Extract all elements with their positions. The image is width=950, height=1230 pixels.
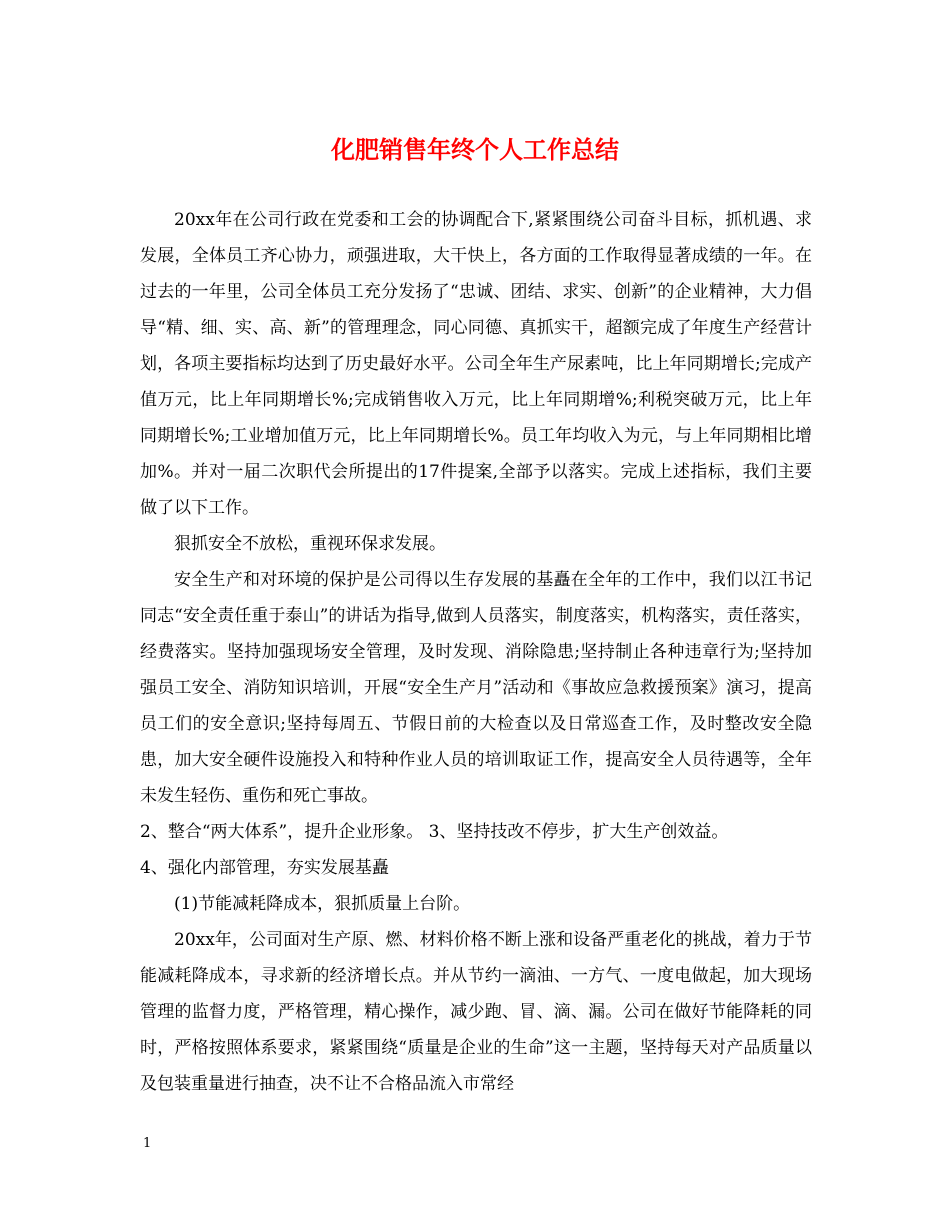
page-number: 1 <box>143 1136 152 1151</box>
paragraph-subheading-energy: (1)节能减耗降成本，狠抓质量上台阶。 <box>174 894 471 914</box>
paragraph-items-2-3: 2、整合“两大体系”，提升企业形象。 3、坚持技改不停步，扩大生产创效益。 <box>140 822 729 842</box>
paragraph-heading-safety: 狠抓安全不放松，重视环保求发展。 <box>174 534 446 554</box>
paragraph-safety: 安全生产和对环境的保护是公司得以生存发展的基矗在全年的工作中，我们以江书记同志“安全责任重于泰山”的讲话为指导,做到人员落实，制度落实，机构落实，责任落实，经费落实。坚持加强现场安全管理，及时发现、消除隐患;坚持制止各种违章行为;坚持加强员工安全、消防知识培训，开展“安全生产月”活动和《事故应急救援预案》演习，提高员工们的安全意识;坚持每周五、节假日前的大检查以及日常巡查工作，及时整改安全隐患，加大安全硬件设施投入和特种作业人员的培训取证工作，提高安全人员待遇等，全年未发生轻伤、重伤和死亡事故。 <box>140 570 812 806</box>
document-body <box>140 202 812 1102</box>
paragraph-energy: 20xx年，公司面对生产原、燃、材料价格不断上涨和设备严重老化的挑战，着力于节能减耗降成本，寻求新的经济增长点。并从节约一滴油、一方气、一度电做起，加大现场管理的监督力度，严格管理，精心操作，减少跑、冒、滴、漏。公司在做好节能降耗的同时，严格按照体系要求，紧紧围绕“质量是企业的生命”这一主题，坚持每天对产品质量以及包装重量进行抽查，决不让不合格品流入市常经 <box>140 930 812 1094</box>
paragraph-item-4: 4、强化内部管理，夯实发展基矗 <box>140 858 389 878</box>
paragraph-intro: 20xx年在公司行政在党委和工会的协调配合下,紧紧围绕公司奋斗目标，抓机遇、求发展，全体员工齐心协力，顽强进取，大干快上，各方面的工作取得显著成绩的一年。在过去的一年里，公司全体员工充分发扬了“忠诚、团结、求实、创新”的企业精神，大力倡导“精、细、实、高、新”的管理理念，同心同德、真抓实干，超额完成了年度生产经营计划，各项主要指标均达到了历史最好水平。公司全年生产尿素吨，比上年同期增长;完成产值万元，比上年同期增长%;完成销售收入万元，比上年同期增%;利税突破万元，比上年同期增长%;工业增加值万元，比上年同期增长%。员工年均收入为元，与上年同期相比增加%。并对一届二次职代会所提出的17件提案,全部予以落实。完成上述指标，我们主要做了以下工作。 <box>140 210 812 518</box>
document-title: 化肥销售年终个人工作总结 <box>331 136 619 164</box>
